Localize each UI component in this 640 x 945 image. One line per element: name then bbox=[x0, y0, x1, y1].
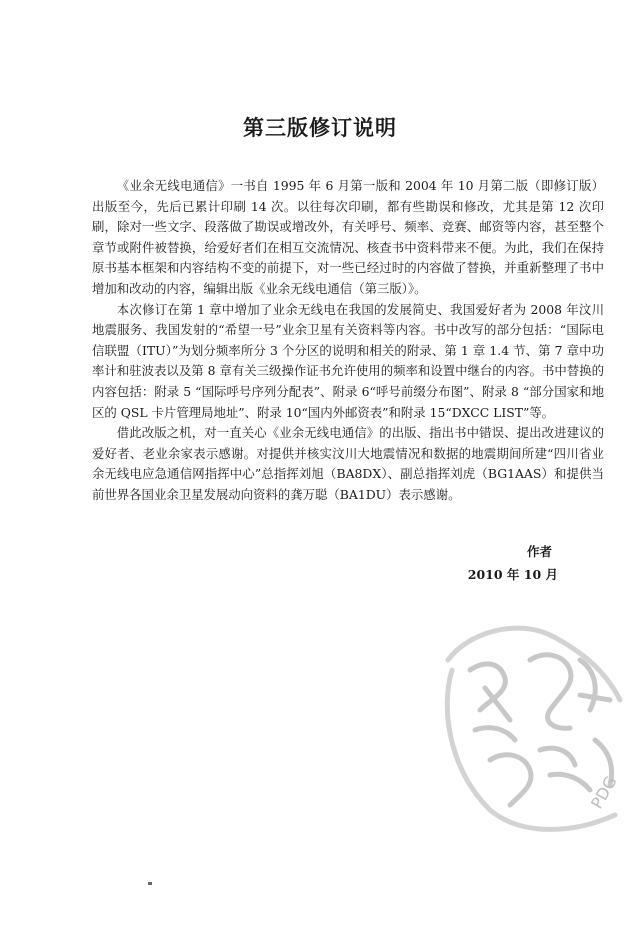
page-title: 第三版修订说明 bbox=[243, 116, 397, 140]
watermark-seal bbox=[430, 600, 640, 840]
signature-block bbox=[468, 540, 558, 586]
print-speck bbox=[148, 882, 152, 885]
paragraph-3: 借此改版之机，对一直关心《业余无线电通信》的出版、指出书中错误、提出改进建议的爱好者、老业余家表示感谢。对提供并核实汶川大地震情况和数据的地震期间所建“四川省业余无线电应急通信网指挥中心”总指挥刘旭（BA8DX）、副总指挥刘虎（BG1AAS）和提供当前世界各国业余卫星发展动向资料的龚万聪（BA1DU）表示感谢。 bbox=[92, 425, 604, 502]
paragraph-1: 《业余无线电通信》一书自 1995 年 6 月第一版和 2004 年 10 月第二版（即修订版）出版至今，先后已累计印刷 14 次。以往每次印刷，都有些勘误和修改，尤其是第 12 次印刷，除对一些文字、段落做了勘误或增改外，有关呼号、频率、竞赛、邮资等内容，甚至整个章节或附件被替换，给爱好者们在相互交流情况、核查书中资料带来不便。为此，我们在保持原书基本框架和内容结构不变的前提下，对一些已经过时的内容做了替换，并重新整理了书中增加和改动的内容，编辑出版《业余无线电通信（第三版）》。 bbox=[92, 178, 604, 296]
body-text bbox=[92, 176, 604, 506]
watermark-label: PDG bbox=[587, 772, 621, 812]
signature-author: 作者 bbox=[526, 544, 552, 559]
signature-date: 2010 年 10 月 bbox=[467, 567, 558, 582]
paragraph-2: 本次修订在第 1 章中增加了业余无线电在我国的发展简史、我国爱好者为 2008 年汶川地震服务、我国发射的“希望一号”业余卫星有关资料等内容。书中改写的部分包括：“国际电信联盟（ITU）”为划分频率所分 3 个分区的说明和相关的附录、第 1 章 1.4 节、第 7 章中功率计和驻波表以及第 8 章有关三级操作证书允许使用的频率和设置中继台的内容。书中替换的内容包括：附录 5 “国际呼号序列分配表”、附录 6“呼号前缀分布图”、附录 8 “部分国家和地区的 QSL 卡片管理局地址”、附录 10“国内外邮资表”和附录 15“DXCC LIST”等。 bbox=[92, 301, 604, 420]
